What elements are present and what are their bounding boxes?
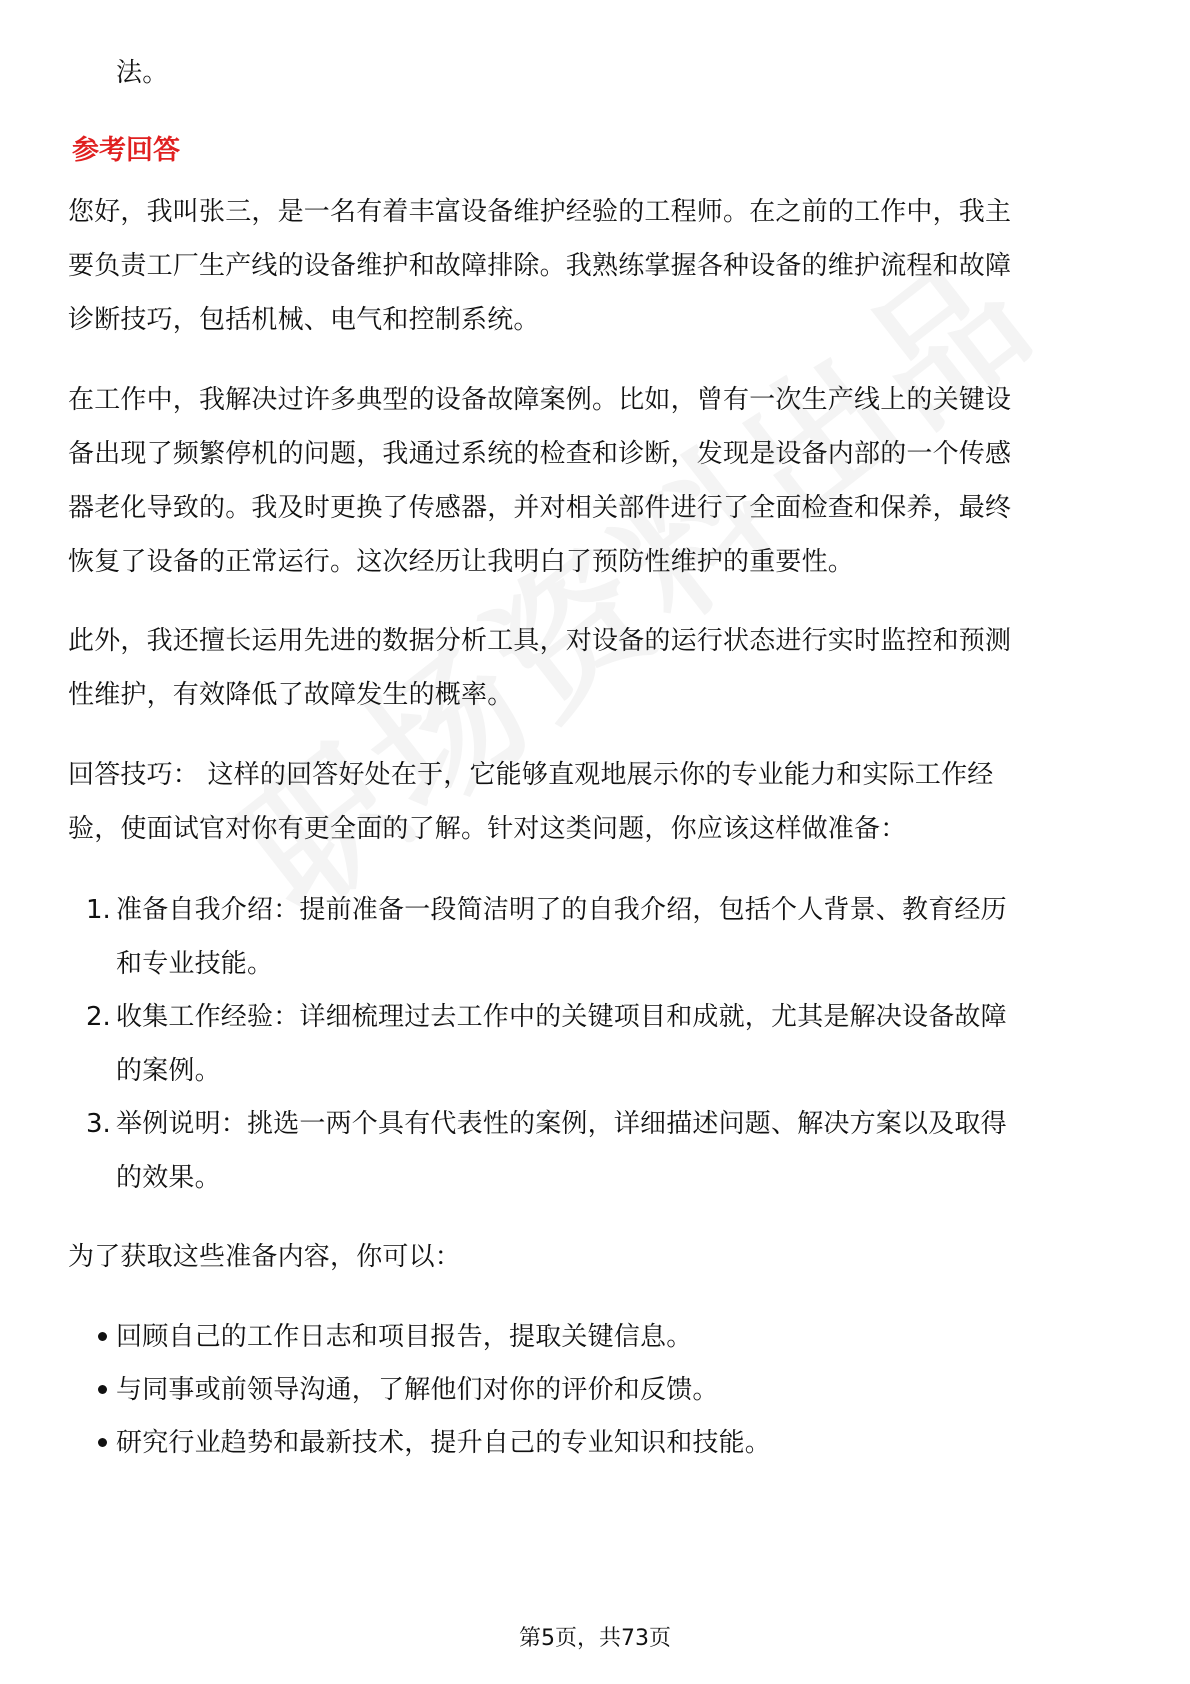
prep-intro: 为了获取这些准备内容，你可以： [68,1242,462,1272]
intro-tail: 法。 [116,58,169,88]
para2-line-2: 备出现了频繁停机的问题，我通过系统的检查和诊断，发现是设备内部的一个传感 [68,439,1012,469]
bullet-text: 与同事或前领导沟通，了解他们对你的评价和反馈。 [116,1375,719,1405]
para2-line-3: 器老化导致的。我及时更换了传感器，并对相关部件进行了全面检查和保养，最终 [68,493,1012,523]
bullet-dot-icon [98,1332,107,1341]
para1-line-3: 诊断技巧，包括机械、电气和控制系统。 [68,305,540,335]
page-footer: 第5页，共73页 [519,1626,671,1651]
para2-line-4: 恢复了设备的正常运行。这次经历让我明白了预防性维护的重要性。 [68,547,855,577]
item-number: 1. [86,895,111,925]
item-number: 3. [86,1109,111,1139]
item-line-2: 的案例。 [116,1056,221,1086]
section-heading: 参考回答 [72,135,180,166]
item-line-2: 和专业技能。 [116,949,274,979]
bullet-text: 回顾自己的工作日志和项目报告，提取关键信息。 [116,1322,693,1352]
para3-line-1: 此外，我还擅长运用先进的数据分析工具，对设备的运行状态进行实时监控和预测 [68,626,1012,656]
item-line-1: 准备自我介绍：提前准备一段简洁明了的自我介绍，包括个人背景、教育经历 [116,895,1007,925]
para1-line-1: 您好，我叫张三，是一名有着丰富设备维护经验的工程师。在之前的工作中，我主 [68,197,1012,227]
para2-line-1: 在工作中，我解决过许多典型的设备故障案例。比如，曾有一次生产线上的关键设 [68,385,1012,415]
tips-line-1: 回答技巧： 这样的回答好处在于，它能够直观地展示你的专业能力和实际工作经 [68,760,994,790]
para3-line-2: 性维护，有效降低了故障发生的概率。 [68,680,514,710]
bullet-text: 研究行业趋势和最新技术，提升自己的专业知识和技能。 [116,1428,772,1458]
bullet-dot-icon [98,1438,107,1447]
tips-line-2: 验，使面试官对你有更全面的了解。针对这类问题，你应该这样做准备： [68,814,907,844]
bullet-dot-icon [98,1385,107,1394]
item-line-1: 收集工作经验：详细梳理过去工作中的关键项目和成就，尤其是解决设备故障 [116,1002,1007,1032]
item-number: 2. [86,1002,111,1032]
para1-line-2: 要负责工厂生产线的设备维护和故障排除。我熟练掌握各种设备的维护流程和故障 [68,251,1012,281]
item-line-1: 举例说明：挑选一两个具有代表性的案例，详细描述问题、解决方案以及取得 [116,1109,1007,1139]
item-line-2: 的效果。 [116,1163,221,1193]
